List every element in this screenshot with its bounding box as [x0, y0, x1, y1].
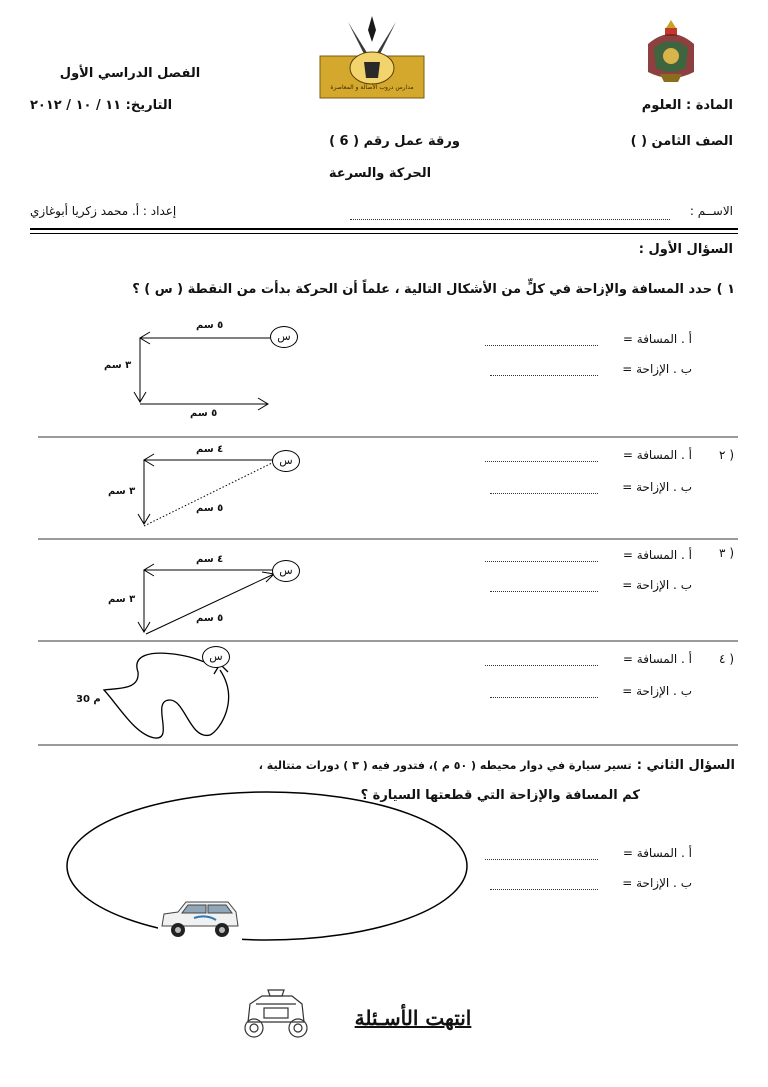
start-point-1: س	[270, 326, 298, 348]
q1-1-distance-label: أ . المسافة =	[622, 332, 692, 346]
prepared-by-label: إعداد : أ. محمد زكريا أبوغازي	[30, 204, 177, 218]
q1-4-number: ٤ )	[719, 652, 734, 666]
d1-label-bottom: ٥ سم	[190, 408, 218, 419]
grade-label: الصف الثامن ( )	[630, 134, 733, 149]
q1-2-number: ٢ )	[719, 448, 734, 462]
d4-label-length: 30 م	[76, 694, 101, 705]
q1-heading: السؤال الأول :	[638, 242, 733, 257]
q2-displacement-label: ب . الإزاحة =	[622, 876, 692, 890]
jeep-sketch-icon	[238, 986, 312, 1042]
d3-label-top: ٤ سم	[196, 554, 224, 565]
d1-label-left: ٣ سم	[104, 360, 132, 371]
q2-distance-label: أ . المسافة =	[622, 846, 692, 860]
d1-label-top: ٥ سم	[196, 320, 224, 331]
q2-heading: السؤال الثاني :	[636, 758, 735, 773]
d2-label-left: ٣ سم	[108, 486, 136, 497]
start-point-3: س	[272, 560, 300, 582]
school-logo-text: مدارس دروب الأصالة و المعاصرة	[330, 84, 414, 91]
start-point-2: س	[272, 450, 300, 472]
d3-label-diag: ٥ سم	[196, 613, 224, 624]
q2-distance-answer[interactable]	[485, 859, 598, 860]
end-of-questions-text: انتهت الأسـئلة	[354, 1006, 472, 1030]
date-label: التاريخ: ١١ / ١٠ / ٢٠١٢	[30, 98, 173, 113]
q1-1-displacement-label: ب . الإزاحة =	[622, 362, 692, 376]
q2-question: كم المسافة والإزاحة التي قطعتها السيارة ؟	[360, 788, 640, 803]
q2-displacement-answer[interactable]	[490, 889, 598, 890]
worksheet-title: ورقة عمل رقم ( 6 )	[329, 134, 460, 149]
semester-label: الفصل الدراسي الأول	[59, 66, 201, 81]
d2-label-diag: ٥ سم	[196, 503, 224, 514]
q1-2-distance-label: أ . المسافة =	[622, 448, 692, 462]
q1-2-displacement-label: ب . الإزاحة =	[622, 480, 692, 494]
car-icon	[158, 896, 242, 942]
d2-label-top: ٤ سم	[196, 444, 224, 455]
q1-3-distance-label: أ . المسافة =	[622, 548, 692, 562]
q1-prompt: ١ ) حدد المسافة والإزاحة في كلٍّ من الأشكال التالية ، علماً أن الحركة بدأت من النقطة ( س ) ؟	[132, 282, 735, 297]
q1-4-distance-label: أ . المسافة =	[622, 652, 692, 666]
q1-3-number: ٣ )	[719, 546, 734, 560]
q1-4-displacement-label: ب . الإزاحة =	[622, 684, 692, 698]
q2-text: تسير سيارة في دوار محيطه ( ٥٠ م )، فتدور فيه ( ٣ ) دورات متتالية ،	[258, 759, 632, 772]
start-point-4: س	[202, 646, 230, 668]
topic-title: الحركة والسرعة	[328, 166, 432, 181]
name-label: الاســم :	[689, 204, 733, 218]
q1-3-displacement-label: ب . الإزاحة =	[622, 578, 692, 592]
d3-label-left: ٣ سم	[108, 594, 136, 605]
subject-label: المادة : العلوم	[641, 98, 733, 113]
